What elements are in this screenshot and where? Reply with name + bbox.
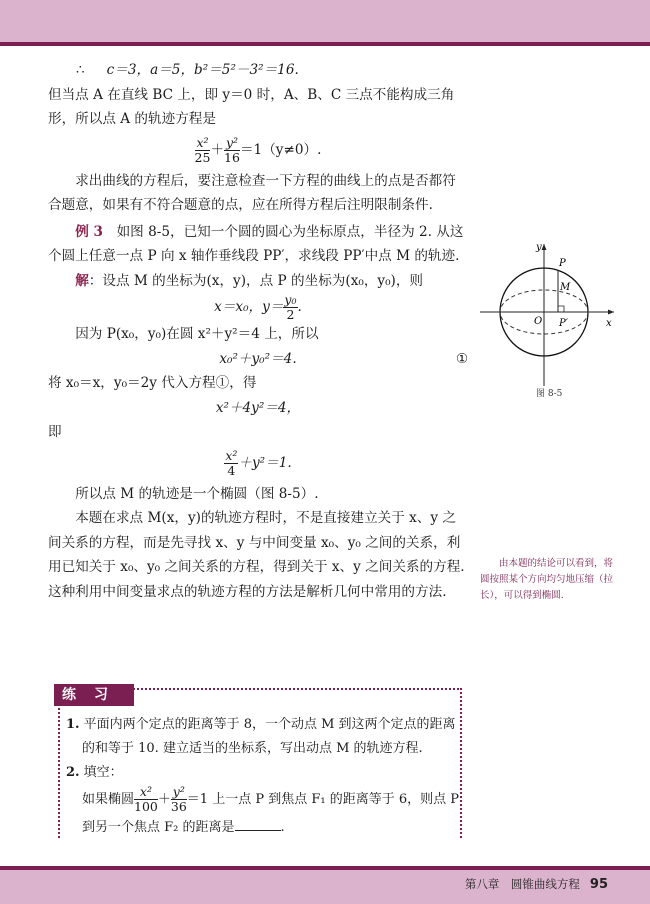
fill-suffix: ＝1 上一点 P 到焦点 F₁ 的距离等于 6，则点 P 到另一个焦点 F₂ 的距离是: [82, 792, 459, 835]
exercise-number: 2.: [66, 765, 80, 780]
equation-text: x₀²＋y₀²＝4.: [219, 350, 297, 367]
figure-caption: 图 8-5: [536, 389, 563, 399]
numerator: y²: [225, 134, 239, 150]
exercise-text: 平面内两个定点的距离等于 8，一个动点 M 到这两个定点的距离的和等于 10. 建立适当的坐标系，写出动点 M 的轨迹方程.: [82, 717, 456, 756]
equation-rest: ＋y²＝1.: [238, 454, 292, 471]
denominator: 36: [170, 799, 187, 814]
fraction: [224, 449, 238, 478]
equation-ellipse-m: [48, 449, 468, 478]
numerator: x²: [225, 447, 238, 463]
paragraph-locus-condition: 但当点 A 在直线 BC 上，即 y＝0 时，A、B、C 三点不能构成三角形，所以点 A 的轨迹方程是: [48, 86, 455, 127]
solution-line-ie: 即: [48, 424, 62, 440]
page-number: 95: [589, 877, 608, 892]
figure-8-5: [478, 240, 618, 410]
fraction: [224, 136, 240, 165]
point-m-label: M: [560, 282, 571, 293]
solution-line-substitute: 将 x₀＝x，y₀＝2y 代入方程①，得: [48, 375, 257, 391]
solution-line-circle: 因为 P(x₀，y₀)在圆 x²＋y²＝4 上，所以: [75, 326, 319, 342]
point-p-label: P: [559, 258, 566, 269]
side-note: 由本题的结论可以看到，将圆按照某个方向均匀地压缩（拉长），可以得到椭圆.: [480, 558, 614, 601]
example-label: 例 3: [75, 223, 103, 240]
example-3: [48, 220, 468, 269]
denominator: 25: [194, 149, 211, 165]
equation-end: .: [297, 299, 302, 315]
y-axis-label: y: [536, 242, 542, 253]
equation-intermediate: x²＋4y²＝4，: [215, 399, 301, 416]
exercise-item-2: [66, 761, 466, 785]
exercise-text: 填空：: [83, 765, 123, 780]
page-footer: [465, 876, 608, 892]
fill-end: .: [280, 820, 285, 835]
fraction: [171, 785, 187, 814]
therefore-symbol: ∴: [76, 62, 85, 78]
exercise-number: 1.: [66, 717, 80, 732]
x-axis-label: x: [606, 318, 612, 329]
fraction: [134, 785, 158, 814]
denominator: 2: [286, 307, 295, 322]
paragraph-method: 本题在求点 M(x，y)的轨迹方程时，不是直接建立关于 x、y 之间关系的方程，而是先寻找 x、y 与中间变量 x₀、y₀ 之间的关系，利用已知关于 x₀、y₀ 之间关系的方程，得到关于 x、y 之间关系的方程. 这种利用中间变量求点的轨迹方程的方法是解析几何中常用的方法.: [48, 510, 465, 600]
point-p-prime-label: P′: [559, 318, 568, 329]
equation-1: [48, 347, 468, 372]
fraction: [283, 293, 297, 322]
paragraph-check-note: 求出曲线的方程后，要注意检查一下方程的曲线上的点是否都符合题意，如果有不符合题意的点，应在所得方程后注明限制条件.: [48, 172, 456, 213]
answer-blank[interactable]: [235, 816, 281, 831]
solution-conclusion: 所以点 M 的轨迹是一个椭圆（图 8-5）.: [75, 485, 319, 502]
fraction: [195, 136, 211, 165]
exercise-item-1: [66, 713, 466, 761]
denominator: 16: [224, 149, 240, 165]
equation-left: x＝x₀，y＝: [214, 299, 284, 315]
numerator: x²: [134, 785, 158, 800]
equation-rest: ＝1（y≠0）.: [239, 141, 322, 158]
result-line: [48, 58, 468, 83]
equation-tag: ①: [456, 350, 469, 367]
exercise-title: 练习: [54, 684, 134, 706]
exercise-fill-blank: 如果椭圆 $\frac{\text{x²}}{100}$ ＋ $\frac{\text{y²}}{36}$ ＝1 上一点 P 到焦点 F₁ 的距离等于 6，则点 P 到另一个焦点 F₂ 的距离是 .: [82, 784, 459, 835]
top-decorative-band: [0, 0, 650, 46]
solution-label: 解: [75, 272, 89, 289]
denominator: 100: [134, 799, 158, 814]
equation-ellipse-a: $\frac{\text{x²}}{25}$ ＋ $\frac{\text{y²}}{16}$ ＝1（y≠0）.: [194, 134, 322, 165]
origin-label: O: [534, 316, 543, 327]
numerator: x²: [196, 134, 209, 150]
numerator: y₀: [284, 292, 297, 307]
numerator: y²: [172, 784, 185, 799]
solution-text: ：设点 M 的坐标为(x，y)，点 P 的坐标为(x₀，y₀)，则: [88, 272, 424, 289]
denominator: 4: [227, 462, 236, 478]
solution-intro: [48, 269, 468, 294]
chapter-title: 第八章 圆锥曲线方程: [464, 877, 580, 891]
circle-ellipse-diagram: [478, 240, 618, 390]
exercise-body: [66, 713, 466, 842]
main-text: [48, 58, 468, 604]
fill-prefix: 如果椭圆: [82, 792, 135, 807]
result-values: c＝3，a＝5，b²＝5²－3²＝16.: [106, 62, 299, 78]
example-text: 如图 8-5，已知一个圆的圆心为坐标原点，半径为 2. 从这个圆上任意一点 P 向 x 轴作垂线段 PP′，求线段 PP′中点 M 的轨迹.: [48, 223, 464, 264]
equation-substitution: [48, 293, 468, 322]
